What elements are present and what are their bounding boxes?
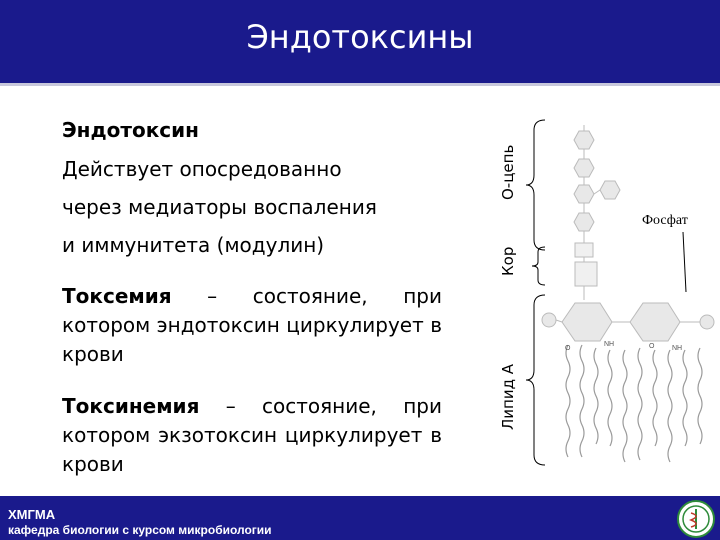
- lipid-a-label: Липид А: [499, 364, 517, 430]
- core-block-2: [575, 262, 597, 286]
- phosphate-right: [700, 315, 714, 329]
- academy-logo: [677, 500, 715, 538]
- atom-o-right: O: [649, 343, 655, 350]
- atom-o-left: O: [565, 345, 571, 352]
- toxemia-text: – состояние, при котором эндотоксин циркулирует в крови: [62, 284, 442, 366]
- toxinemia-text: – состояние, при котором экзотоксин циркулирует в крови: [62, 394, 442, 476]
- side-sugar: [600, 181, 620, 199]
- endotoxin-line-1: Действует опосредованно: [62, 157, 342, 181]
- o-chain-sugar-1: [574, 131, 594, 149]
- o-chain-brace: [526, 120, 545, 250]
- o-chain-label: О-цепь: [499, 144, 517, 200]
- lps-structure-diagram: [520, 110, 720, 470]
- footer-organization: ХМГМА: [8, 507, 56, 522]
- fatty-acid-chains: [566, 345, 702, 462]
- endotoxin-line-3: и иммунитета (модулин): [62, 233, 325, 257]
- glucosamine-right: [630, 303, 680, 341]
- atom-nh-left: NH: [604, 341, 615, 348]
- glucosamine-left: [562, 303, 612, 341]
- footer-department: кафедра биологии с курсом микробиологии: [8, 523, 272, 537]
- core-label: Кор: [499, 246, 517, 276]
- toxinemia-term: Токсинемия: [62, 394, 200, 418]
- o-chain-sugar-2: [574, 159, 594, 177]
- core-brace: [532, 247, 545, 285]
- endotoxin-line-2: через медиаторы воспаления: [62, 195, 377, 219]
- atom-nh-right: NH: [672, 345, 683, 352]
- sugar-chain: [542, 125, 714, 341]
- core-block-1: [575, 243, 593, 257]
- endotoxin-heading: Эндотоксин: [62, 118, 199, 142]
- phosphate-pointer: [683, 232, 686, 292]
- toxemia-term: Токсемия: [62, 284, 172, 308]
- header-divider: [0, 83, 720, 86]
- toxemia-paragraph: [62, 282, 442, 369]
- slide-title: Эндотоксины: [246, 18, 474, 56]
- phosphate-left: [542, 313, 556, 327]
- toxinemia-paragraph: [62, 392, 442, 479]
- o-chain-sugar-4: [574, 213, 594, 231]
- phosphate-label: Фосфат: [642, 213, 688, 228]
- o-chain-sugar-3: [574, 185, 594, 203]
